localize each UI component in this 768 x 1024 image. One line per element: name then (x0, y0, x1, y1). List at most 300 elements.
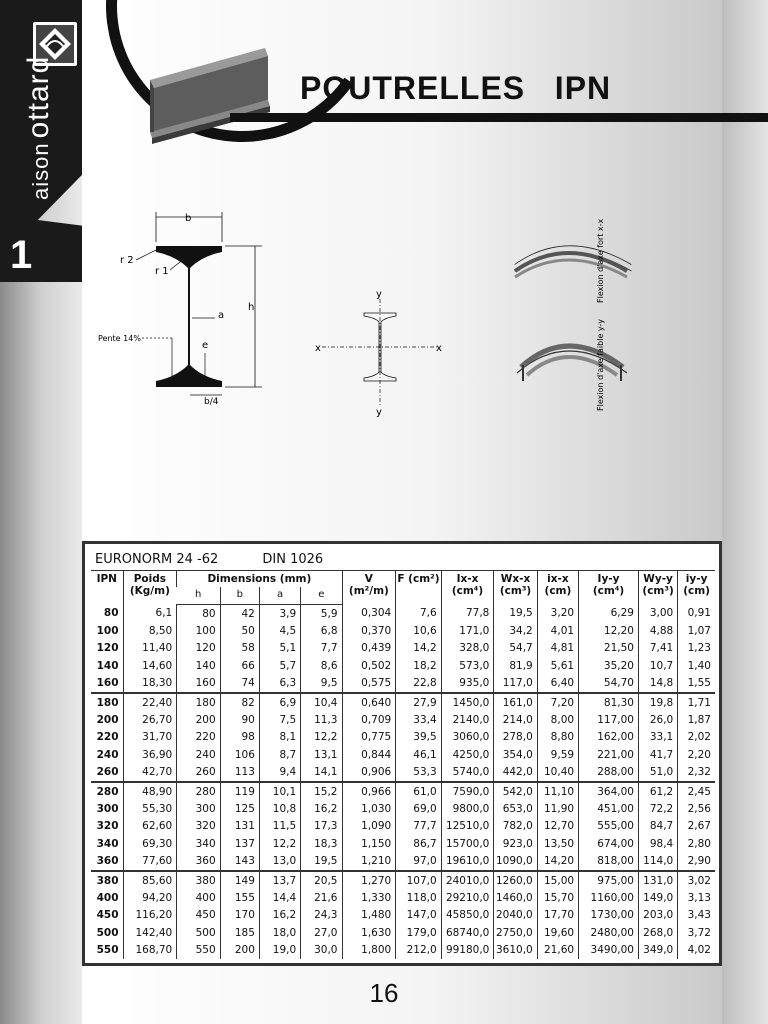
value-cell: 14,60 (123, 657, 177, 674)
section-number: 1 (10, 233, 33, 277)
ipn-cell: 550 (96, 944, 119, 957)
value-cell: 8,50 (123, 622, 177, 639)
value-cell: 1,71 (678, 693, 715, 711)
beam-photo (130, 40, 280, 150)
dim-r2: r 2 (120, 255, 134, 266)
value-cell: 555,00 (579, 818, 639, 835)
value-cell: 10,4 (301, 693, 342, 711)
value-cell: 69,30 (123, 835, 177, 852)
ipn-cell: 380 (96, 874, 119, 887)
value-cell: 1,090 (342, 818, 396, 835)
brand-prefix: aison (28, 142, 53, 200)
value-cell: 19610,0 (441, 852, 494, 870)
value-cell: 7,41 (638, 640, 677, 657)
table-row (91, 835, 715, 852)
value-cell: 5,7 (259, 657, 300, 674)
value-cell: 7590,0 (441, 782, 494, 800)
value-cell: 0,906 (342, 764, 396, 782)
value-cell: 45850,0 (441, 907, 494, 924)
value-cell: 328,0 (441, 640, 494, 657)
value-cell: 31,70 (123, 729, 177, 746)
value-cell: 24010,0 (441, 871, 494, 889)
table-row (91, 622, 715, 639)
value-cell: 6,29 (579, 605, 639, 623)
value-cell: 179,0 (396, 924, 441, 941)
dim-r1: r 1 (155, 266, 169, 277)
ipn-cell: 120 (96, 642, 119, 655)
value-cell: 15,00 (537, 871, 578, 889)
value-cell: 27,0 (301, 924, 342, 941)
value-cell: 2040,0 (494, 907, 537, 924)
value-cell: 53,3 (396, 764, 441, 782)
table-row (91, 675, 715, 693)
value-cell: 185 (220, 924, 259, 941)
value-cell: 8,80 (537, 729, 578, 746)
ipn-cell: 500 (96, 926, 119, 939)
title-underline (230, 113, 768, 122)
value-cell: 349,0 (638, 941, 677, 958)
value-cell: 4,5 (259, 622, 300, 639)
value-cell: 7,6 (396, 605, 441, 623)
dim-b4: b/4 (204, 397, 219, 407)
value-cell: 19,0 (259, 941, 300, 958)
value-cell: 2750,0 (494, 924, 537, 941)
value-cell: 3,13 (678, 889, 715, 906)
value-cell: 11,3 (301, 711, 342, 728)
value-cell: 1,87 (678, 711, 715, 728)
value-cell: 11,90 (537, 800, 578, 817)
value-cell: 4,01 (537, 622, 578, 639)
value-cell: 155 (220, 889, 259, 906)
value-cell: 1160,00 (579, 889, 639, 906)
axis-y-bottom: y (376, 407, 382, 418)
value-cell: 14,8 (638, 675, 677, 693)
value-cell: 13,7 (259, 871, 300, 889)
value-cell: 0,775 (342, 729, 396, 746)
brand-name (22, 56, 56, 200)
value-cell: 3,9 (259, 605, 300, 623)
ipn-cell: 320 (96, 820, 119, 833)
value-cell: 72,2 (638, 800, 677, 817)
value-cell: 354,0 (494, 746, 537, 763)
header-h: h (177, 587, 220, 605)
value-cell: 81,30 (579, 693, 639, 711)
value-cell: 300 (177, 800, 220, 817)
value-cell: 240 (177, 746, 220, 763)
value-cell: 21,6 (301, 889, 342, 906)
value-cell: 5740,0 (441, 764, 494, 782)
table-row (91, 924, 715, 941)
value-cell: 33,1 (638, 729, 677, 746)
value-cell: 90 (220, 711, 259, 728)
value-cell: 12,70 (537, 818, 578, 835)
value-cell: 77,7 (396, 818, 441, 835)
value-cell: 1,800 (342, 941, 396, 958)
value-cell: 340 (177, 835, 220, 852)
header-dimensions: Dimensions (mm) (177, 571, 342, 588)
value-cell: 288,00 (579, 764, 639, 782)
page-title: POUTRELLES IPN (300, 70, 612, 106)
value-cell: 69,0 (396, 800, 441, 817)
din-label: DIN 1026 (262, 552, 324, 567)
value-cell: 573,0 (441, 657, 494, 674)
value-cell: 54,70 (579, 675, 639, 693)
ipn-cell: 140 (96, 659, 119, 672)
value-cell: 1,23 (678, 640, 715, 657)
value-cell: 16,2 (301, 800, 342, 817)
value-cell: 1450,0 (441, 693, 494, 711)
value-cell: 94,20 (123, 889, 177, 906)
table-row (91, 941, 715, 958)
ipn-cell: 240 (96, 748, 119, 761)
header-iyr: iy-y (cm) (678, 571, 715, 605)
value-cell: 61,0 (396, 782, 441, 800)
value-cell: 131 (220, 818, 259, 835)
value-cell: 268,0 (638, 924, 677, 941)
value-cell: 2,67 (678, 818, 715, 835)
value-cell: 1,07 (678, 622, 715, 639)
value-cell: 21,60 (537, 941, 578, 958)
dim-e: e (202, 340, 209, 351)
value-cell: 1,270 (342, 871, 396, 889)
value-cell: 113 (220, 764, 259, 782)
value-cell: 160 (177, 675, 220, 693)
value-cell: 1460,0 (494, 889, 537, 906)
value-cell: 12510,0 (441, 818, 494, 835)
value-cell: 80 (177, 605, 220, 623)
value-cell: 3,43 (678, 907, 715, 924)
value-cell: 116,20 (123, 907, 177, 924)
value-cell: 0,439 (342, 640, 396, 657)
norm-line (95, 552, 323, 567)
dim-a: a (218, 310, 225, 321)
ipn-cell: 260 (91, 764, 123, 782)
value-cell: 2,90 (678, 852, 715, 870)
value-cell: 118,0 (396, 889, 441, 906)
value-cell: 2,45 (678, 782, 715, 800)
value-cell: 10,7 (638, 657, 677, 674)
value-cell: 3,00 (638, 605, 677, 623)
value-cell: 11,5 (259, 818, 300, 835)
value-cell: 30,0 (301, 941, 342, 958)
value-cell: 12,20 (579, 622, 639, 639)
header-wxx: Wx-x (cm³) (494, 571, 537, 605)
value-cell: 1730,00 (579, 907, 639, 924)
table-row (91, 746, 715, 763)
table-row (91, 711, 715, 728)
value-cell: 975,00 (579, 871, 639, 889)
value-cell: 2140,0 (441, 711, 494, 728)
header-ipn: IPN (91, 571, 123, 605)
value-cell: 77,60 (123, 852, 177, 870)
value-cell: 82 (220, 693, 259, 711)
value-cell: 6,1 (123, 605, 177, 623)
value-cell: 107,0 (396, 871, 441, 889)
value-cell: 85,60 (123, 871, 177, 889)
value-cell: 320 (177, 818, 220, 835)
value-cell: 18,3 (301, 835, 342, 852)
header-v: V (m²/m) (342, 571, 396, 605)
axis-x-left: x (315, 343, 321, 354)
header-e: e (301, 587, 342, 605)
value-cell: 2,32 (678, 764, 715, 782)
value-cell: 7,7 (301, 640, 342, 657)
value-cell: 51,0 (638, 764, 677, 782)
profile-table (82, 541, 722, 966)
value-cell: 13,50 (537, 835, 578, 852)
table-row (91, 657, 715, 674)
value-cell: 1,330 (342, 889, 396, 906)
value-cell: 162,00 (579, 729, 639, 746)
value-cell: 3490,00 (579, 941, 639, 958)
value-cell: 15,70 (537, 889, 578, 906)
value-cell: 149,0 (638, 889, 677, 906)
dim-b: b (185, 213, 192, 224)
value-cell: 782,0 (494, 818, 537, 835)
header-b: b (220, 587, 259, 605)
value-cell: 18,30 (123, 675, 177, 693)
value-cell: 1,210 (342, 852, 396, 870)
value-cell: 86,7 (396, 835, 441, 852)
value-cell: 0,502 (342, 657, 396, 674)
table-row (91, 852, 715, 870)
table-body (91, 605, 715, 959)
value-cell: 0,370 (342, 622, 396, 639)
value-cell: 8,00 (537, 711, 578, 728)
flexion-xx-label: Flexion d'axe fort x-x (596, 218, 605, 303)
value-cell: 19,5 (494, 605, 537, 623)
value-cell: 19,60 (537, 924, 578, 941)
value-cell: 50 (220, 622, 259, 639)
right-margin (722, 0, 768, 1024)
value-cell: 15700,0 (441, 835, 494, 852)
value-cell: 11,40 (123, 640, 177, 657)
header-ixr: ix-x (cm) (537, 571, 578, 605)
value-cell: 18,0 (259, 924, 300, 941)
value-cell: 4250,0 (441, 746, 494, 763)
value-cell: 4,88 (638, 622, 677, 639)
value-cell: 1,030 (342, 800, 396, 817)
table-row (91, 605, 715, 623)
value-cell: 0,304 (342, 605, 396, 623)
value-cell: 5,61 (537, 657, 578, 674)
value-cell: 3,72 (678, 924, 715, 941)
value-cell: 55,30 (123, 800, 177, 817)
axis-x-right: x (436, 343, 442, 354)
value-cell: 1,150 (342, 835, 396, 852)
value-cell: 500 (177, 924, 220, 941)
value-cell: 450 (177, 907, 220, 924)
value-cell: 66 (220, 657, 259, 674)
value-cell: 21,50 (579, 640, 639, 657)
value-cell: 10,8 (259, 800, 300, 817)
ipn-cell: 220 (96, 731, 119, 744)
table-row (91, 907, 715, 924)
value-cell: 360 (177, 852, 220, 870)
header-f: F (cm²) (396, 571, 441, 605)
value-cell: 0,91 (678, 605, 715, 623)
value-cell: 26,0 (638, 711, 677, 728)
value-cell: 98 (220, 729, 259, 746)
table-row (91, 818, 715, 835)
value-cell: 161,0 (494, 693, 537, 711)
value-cell: 170 (220, 907, 259, 924)
value-cell: 13,1 (301, 746, 342, 763)
value-cell: 117,00 (579, 711, 639, 728)
value-cell: 3610,0 (494, 941, 537, 958)
value-cell: 5,1 (259, 640, 300, 657)
value-cell: 125 (220, 800, 259, 817)
value-cell: 400 (177, 889, 220, 906)
value-cell: 12,2 (259, 835, 300, 852)
value-cell: 100 (177, 622, 220, 639)
value-cell: 42 (220, 605, 259, 623)
value-cell: 35,20 (579, 657, 639, 674)
header-wyy: Wy-y (cm³) (638, 571, 677, 605)
ipn-cell: 360 (91, 852, 123, 870)
value-cell: 6,9 (259, 693, 300, 711)
ipn-section-diagram (90, 200, 280, 415)
value-cell: 147,0 (396, 907, 441, 924)
value-cell: 7,20 (537, 693, 578, 711)
value-cell: 98,4 (638, 835, 677, 852)
value-cell: 42,70 (123, 764, 177, 782)
value-cell: 84,7 (638, 818, 677, 835)
value-cell: 8,6 (301, 657, 342, 674)
value-cell: 0,966 (342, 782, 396, 800)
ipn-cell: 280 (96, 785, 119, 798)
value-cell: 674,00 (579, 835, 639, 852)
header-iyy: Iy-y (cm⁴) (579, 571, 639, 605)
value-cell: 260 (177, 764, 220, 782)
value-cell: 142,40 (123, 924, 177, 941)
value-cell: 171,0 (441, 622, 494, 639)
table-row (91, 764, 715, 782)
value-cell: 62,60 (123, 818, 177, 835)
header-ixx: Ix-x (cm⁴) (441, 571, 494, 605)
axis-y-top: y (376, 289, 382, 300)
value-cell: 9,5 (301, 675, 342, 693)
value-cell: 54,7 (494, 640, 537, 657)
value-cell: 11,10 (537, 782, 578, 800)
value-cell: 61,2 (638, 782, 677, 800)
ipn-cell: 80 (103, 607, 119, 620)
page-number: 16 (369, 978, 399, 1008)
value-cell: 278,0 (494, 729, 537, 746)
value-cell: 1,40 (678, 657, 715, 674)
table-row (91, 640, 715, 657)
value-cell: 203,0 (638, 907, 677, 924)
value-cell: 39,5 (396, 729, 441, 746)
value-cell: 0,640 (342, 693, 396, 711)
value-cell: 3,02 (678, 871, 715, 889)
value-cell: 15,2 (301, 782, 342, 800)
value-cell: 10,1 (259, 782, 300, 800)
value-cell: 200 (220, 941, 259, 958)
value-cell: 280 (177, 782, 220, 800)
flexion-diagrams (505, 215, 635, 415)
value-cell: 4,02 (678, 941, 715, 958)
value-cell: 117,0 (494, 675, 537, 693)
value-cell: 0,709 (342, 711, 396, 728)
dim-h: h (248, 302, 255, 313)
value-cell: 212,0 (396, 941, 441, 958)
value-cell: 14,20 (537, 852, 578, 870)
ipn-cell: 180 (96, 696, 119, 709)
value-cell: 3060,0 (441, 729, 494, 746)
slope-label: Pente 14% (98, 334, 141, 343)
value-cell: 14,4 (259, 889, 300, 906)
value-cell: 24,3 (301, 907, 342, 924)
value-cell: 13,0 (259, 852, 300, 870)
value-cell: 0,575 (342, 675, 396, 693)
value-cell: 46,1 (396, 746, 441, 763)
value-cell: 17,3 (301, 818, 342, 835)
table-row (91, 729, 715, 746)
value-cell: 4,81 (537, 640, 578, 657)
value-cell: 0,844 (342, 746, 396, 763)
value-cell: 364,00 (579, 782, 639, 800)
value-cell: 10,6 (396, 622, 441, 639)
value-cell: 10,40 (537, 764, 578, 782)
value-cell: 26,70 (123, 711, 177, 728)
value-cell: 48,90 (123, 782, 177, 800)
value-cell: 935,0 (441, 675, 494, 693)
table-row (91, 693, 715, 711)
value-cell: 18,2 (396, 657, 441, 674)
value-cell: 9800,0 (441, 800, 494, 817)
value-cell: 2,20 (678, 746, 715, 763)
value-cell: 220 (177, 729, 220, 746)
value-cell: 653,0 (494, 800, 537, 817)
value-cell: 16,2 (259, 907, 300, 924)
flexion-yy-label: Flexion d'axe faible y-y (596, 319, 605, 411)
ipn-cell: 100 (96, 625, 119, 638)
table-row (91, 889, 715, 906)
value-cell: 7,5 (259, 711, 300, 728)
value-cell: 1090,0 (494, 852, 537, 870)
value-cell: 168,70 (123, 941, 177, 958)
value-cell: 12,2 (301, 729, 342, 746)
value-cell: 33,4 (396, 711, 441, 728)
value-cell: 143 (220, 852, 259, 870)
ipn-cell: 340 (96, 837, 119, 850)
value-cell: 9,4 (259, 764, 300, 782)
value-cell: 17,70 (537, 907, 578, 924)
value-cell: 2,02 (678, 729, 715, 746)
value-cell: 180 (177, 693, 220, 711)
value-cell: 14,2 (396, 640, 441, 657)
value-cell: 20,5 (301, 871, 342, 889)
header-a: a (259, 587, 300, 605)
value-cell: 22,40 (123, 693, 177, 711)
value-cell: 2,80 (678, 835, 715, 852)
value-cell: 14,1 (301, 764, 342, 782)
value-cell: 106 (220, 746, 259, 763)
value-cell: 36,90 (123, 746, 177, 763)
value-cell: 380 (177, 871, 220, 889)
brand-main: ottard (22, 55, 55, 139)
value-cell: 8,1 (259, 729, 300, 746)
value-cell: 214,0 (494, 711, 537, 728)
value-cell: 34,2 (494, 622, 537, 639)
value-cell: 68740,0 (441, 924, 494, 941)
properties-table (91, 570, 715, 959)
value-cell: 6,8 (301, 622, 342, 639)
value-cell: 2480,00 (579, 924, 639, 941)
value-cell: 6,40 (537, 675, 578, 693)
value-cell: 1,480 (342, 907, 396, 924)
